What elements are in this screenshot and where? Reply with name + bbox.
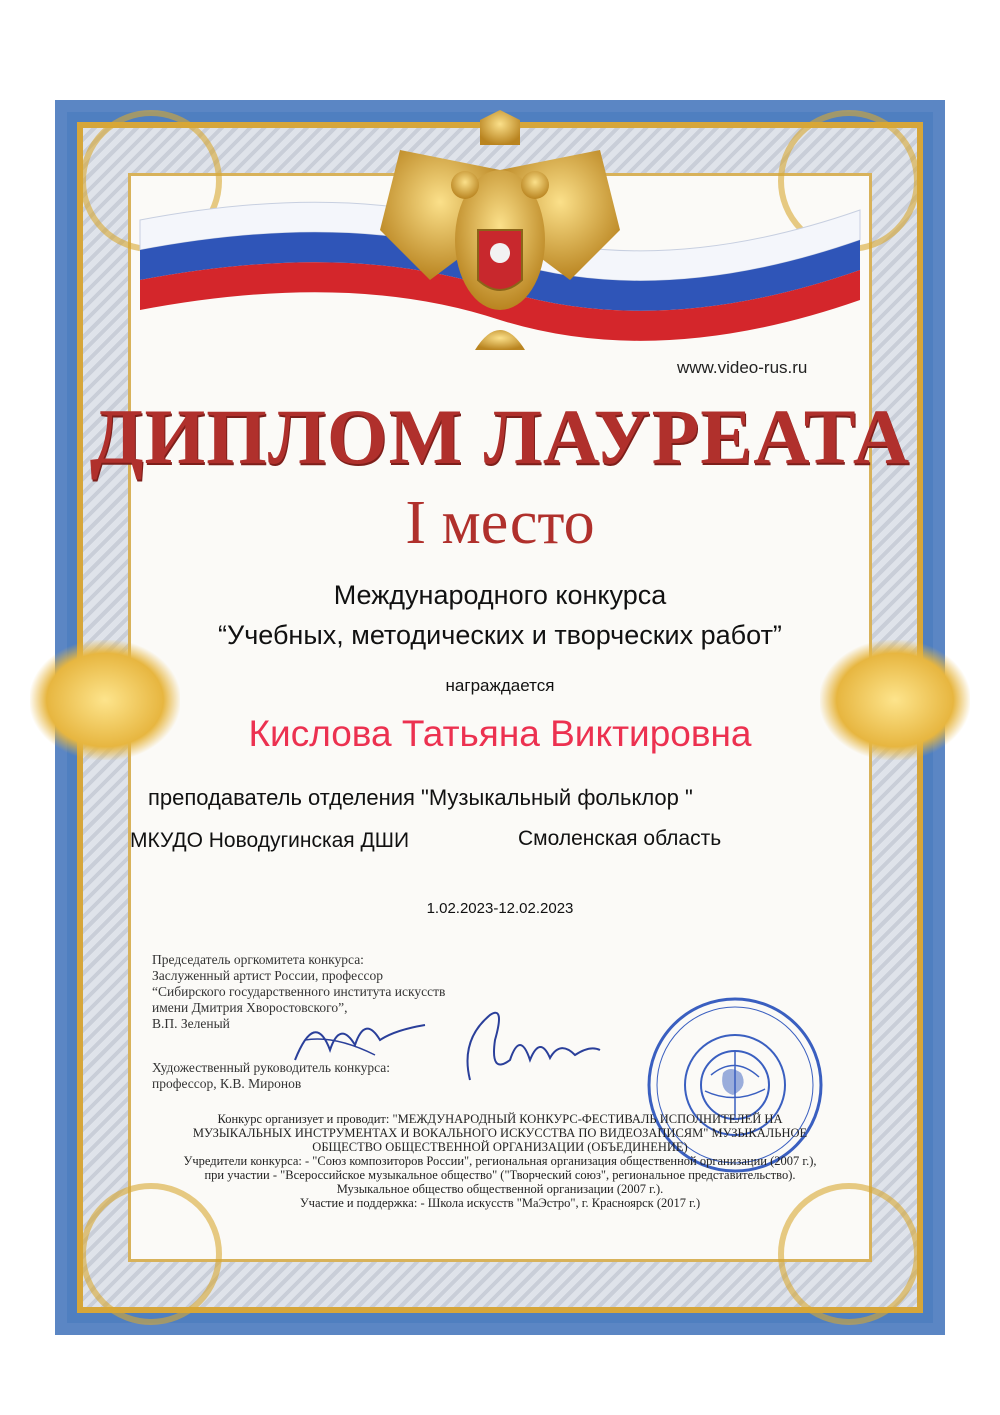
recipient-school: МКУДО Новодугинская ДШИ: [130, 829, 410, 852]
footer-line: Учредители конкурса: - "Союз композиторов России", региональная организация общественной организации (2007 г.),: [183, 1154, 817, 1168]
recipient-region: Смоленская область: [518, 827, 722, 850]
chairman-line: имени Дмитрия Хворостовского”,: [152, 1000, 348, 1015]
recipient-name: Кислова Татьяна Виктировна: [248, 713, 752, 754]
footer-line: ОБЩЕСТВО ОБЩЕСТВЕННОЙ ОРГАНИЗАЦИИ (ОБЪЕДИНЕНИЕ): [312, 1140, 688, 1154]
chairman-line: Председатель оргкомитета конкурса:: [152, 952, 364, 967]
place-label: I место: [405, 489, 595, 557]
diploma-title: ДИПЛОМ ЛАУРЕАТА: [89, 393, 911, 480]
footer-line: Участие и поддержка: - Школа искусств "МаЭстро", г. Красноярск (2017 г.): [299, 1196, 701, 1210]
chairman-line: “Сибирского государственного института искусств: [152, 984, 446, 999]
signature-1: [285, 1000, 435, 1080]
recipient-position: преподаватель отделения "Музыкальный фольклор ": [148, 785, 693, 810]
chairman-line: Заслуженный артист России, профессор: [152, 968, 383, 983]
chairman-line: В.П. Зеленый: [152, 1016, 230, 1031]
eagle-emblem-icon: [360, 110, 640, 360]
contest-line-1: Международного конкурса: [333, 580, 667, 610]
signature-2: [450, 1000, 620, 1100]
footer-line: при участии - "Всероссийское музыкальное общество" ("Творческий союз", региональное представительство).: [204, 1168, 796, 1182]
art-director-line: Художественный руководитель конкурса:: [152, 1060, 390, 1075]
contest-line-2: “Учебных, методических и творческих работ”: [218, 620, 782, 650]
footer-line: Музыкальное общество общественной организации (2007 г.).: [336, 1182, 664, 1196]
footer-organizers: [130, 1112, 870, 1210]
footer-line: Конкурс организует и проводит: "МЕЖДУНАРОДНЫЙ КОНКУРС-ФЕСТИВАЛЬ ИСПОЛНИТЕЛЕЙ НА: [217, 1112, 783, 1126]
contest-dates: 1.02.2023-12.02.2023: [426, 900, 574, 917]
footer-line: МУЗЫКАЛЬНЫХ ИНСТРУМЕНТАХ И ВОКАЛЬНОГО ИСКУССТВА ПО ВИДЕОЗАПИСЯМ" МУЗЫКАЛЬНОЕ: [192, 1126, 808, 1140]
awarded-label: награждается: [445, 676, 555, 695]
website-url: www.video-rus.ru: [677, 358, 808, 377]
art-director-line: профессор, К.В. Миронов: [152, 1076, 302, 1091]
